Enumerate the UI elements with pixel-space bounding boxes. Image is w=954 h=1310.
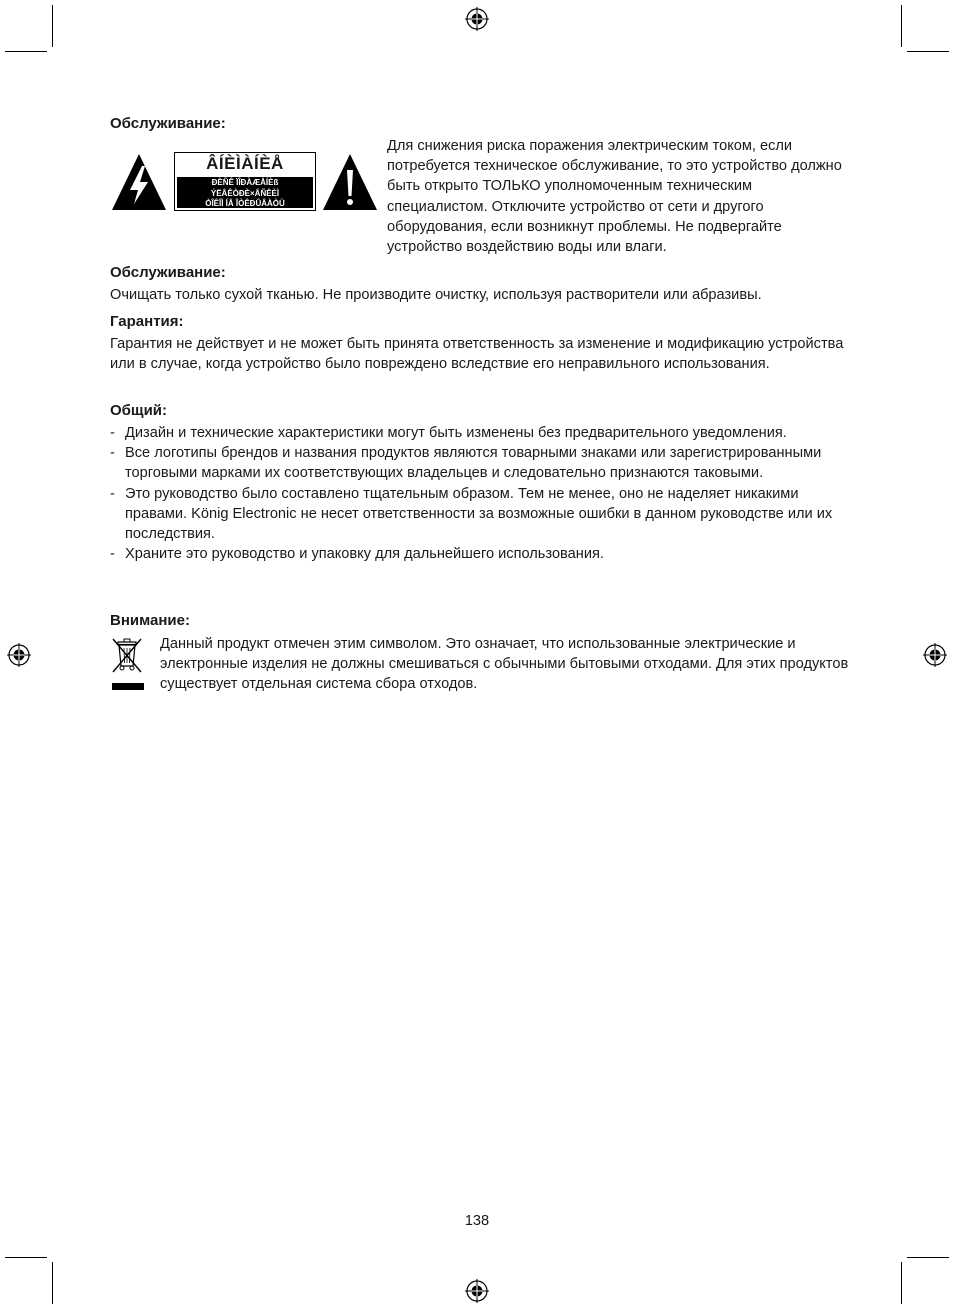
crop-mark xyxy=(52,1262,53,1304)
section-heading-warranty: Гарантия: xyxy=(110,313,184,330)
section-heading-attention: Внимание: xyxy=(110,612,190,629)
registration-mark-icon xyxy=(7,643,31,667)
attention-text: Данный продукт отмечен этим символом. Это означает, что использованные электрические и электронные изделия не должны смешиваться с обычными бытовыми отходами. Для этих продуктов существует отдельная система сбора отходов. xyxy=(160,636,849,693)
crop-mark xyxy=(5,1257,47,1258)
section-heading-general: Общий: xyxy=(110,402,168,419)
list-item: - Дизайн и технические характеристики могут быть изменены без предварительного уведомления. xyxy=(110,423,840,443)
general-list xyxy=(110,423,840,564)
page-number: 138 xyxy=(464,1213,490,1229)
list-item: - Все логотипы брендов и названия продуктов являются товарными знаками или зарегистрированными торговыми марками их соответствующих владельцев и следовательно признаются таковыми. xyxy=(110,443,840,483)
section-heading-care: Обслуживание: xyxy=(110,264,226,281)
warranty-text: Гарантия не действует и не может быть принята ответственность за изменение и модификацию устройства или в случае, когда устройство было повреждено вследствие его неправильного использования. xyxy=(110,336,844,373)
list-item: - Храните это руководство и упаковку для дальнейшего использования. xyxy=(110,544,840,564)
exclamation-warning-icon xyxy=(321,152,379,212)
crop-mark xyxy=(52,5,53,47)
service-warning-text: Для снижения риска поражения электрическим током, если потребуется техническое обслуживание, то это устройство должно быть открыто ТОЛЬКО уполномоченным техническим специалистом. Отключите устройство от сети и другого оборудования, если возникнут проблемы. Не подвергайте устройство воздействию воды или влаги. xyxy=(387,138,842,256)
section-heading-service-warning: Обслуживание: xyxy=(110,115,226,132)
care-text: Очищать только сухой тканью. Не производите очистку, используя растворители или абразивы. xyxy=(110,287,762,303)
registration-mark-icon xyxy=(465,7,489,31)
registration-mark-icon xyxy=(923,643,947,667)
crop-mark xyxy=(907,1257,949,1258)
weee-crossed-bin-icon xyxy=(110,636,146,692)
caution-body xyxy=(177,177,313,208)
crop-mark xyxy=(901,5,902,47)
crop-mark xyxy=(907,51,949,52)
registration-mark-icon xyxy=(465,1279,489,1303)
crop-mark xyxy=(901,1262,902,1304)
caution-title: ÂÍÈÌÀÍÈÅ xyxy=(206,154,284,173)
caution-line: ÒÎÊÎÌ ÍÅ ÎÒÊÐÛÂÀÒÜ xyxy=(205,199,285,208)
crop-mark xyxy=(5,51,47,52)
caution-line: ÝËÅÊÒÐÈ×ÅÑÊÈÌ xyxy=(210,188,280,198)
caution-label xyxy=(174,152,316,211)
warning-labels xyxy=(110,150,380,214)
list-item: - Это руководство было составлено тщательным образом. Тем не менее, оно не наделяет никакими правами. König Electronic не несет ответственности за возможные ошибки в данном руководстве или их последствия. xyxy=(110,484,840,545)
caution-line: ÐÈÑÊ ÏÎÐÀÆÅÍÈß xyxy=(211,178,279,187)
lightning-warning-icon xyxy=(110,152,168,212)
